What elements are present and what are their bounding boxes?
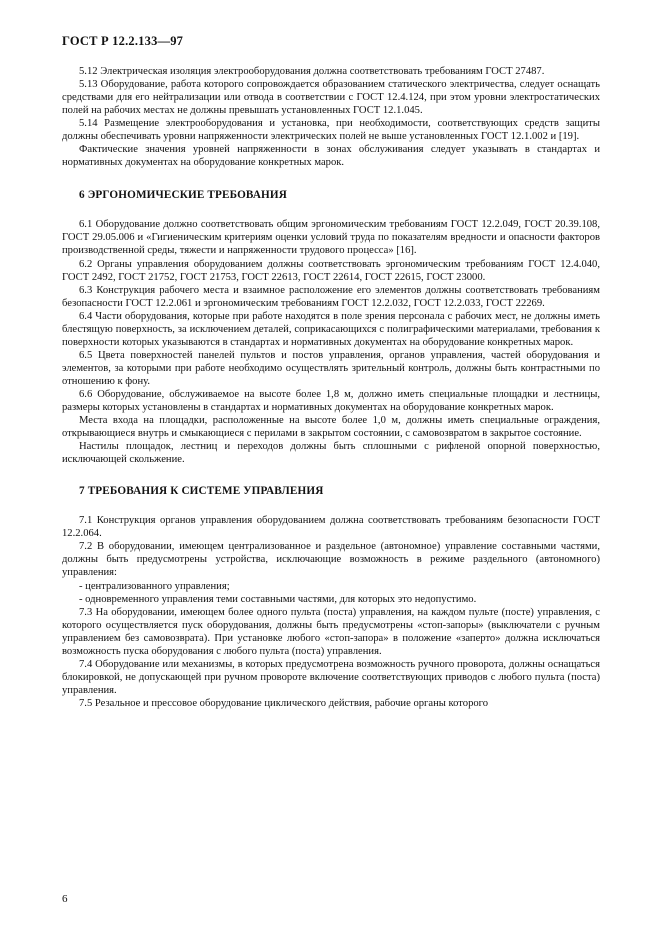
paragraph: 5.12 Электрическая изоляция электрооборудования должна соответствовать требованиям ГОСТ 27487. bbox=[79, 66, 545, 77]
list-item: - централизованного управления; bbox=[79, 580, 230, 592]
paragraph: 7.1 Конструкция органов управления оборудованием должна соответствовать требованиям безопасности ГОСТ 12.2.064. bbox=[62, 515, 600, 540]
paragraph: 6.6 Оборудование, обслуживаемое на высоте более 1,8 м, должно иметь специальные площадки и лестницы, размеры которых установлены в стандартах и нормативных документах на оборудование конкретных марок. bbox=[62, 388, 600, 414]
list-item: - одновременного управления теми составными частями, для которых это недопустимо. bbox=[79, 593, 477, 605]
paragraph: 7.2 В оборудовании, имеющем централизованное и раздельное (автономное) управление составными частями, должны быть предусмотрены устройства, исключающие возможность в режиме раздельного (автономного) управления: bbox=[62, 541, 600, 579]
paragraph: 6.3 Конструкция рабочего места и взаимное расположение его элементов должны соответствовать требованиям безопасности ГОСТ 12.2.061 и эргономическим требованиям ГОСТ 12.2.032, ГОСТ 12.2.033, ГОСТ 22269. bbox=[62, 284, 600, 309]
paragraph: Места входа на площадки, расположенные на высоте более 1,0 м, должны иметь специальные ограждения, открывающиеся внутрь и смыкающиеся с перилами в закрытом состоянии, с самовозвратом в закрытое состояние. bbox=[62, 415, 600, 440]
paragraph: Настилы площадок, лестниц и переходов должны быть сплошными с рифленой опорной поверхностью, исключающей скольжение. bbox=[62, 441, 600, 466]
page-content bbox=[62, 65, 600, 710]
section-heading-control-system: 7 ТРЕБОВАНИЯ К СИСТЕМЕ УПРАВЛЕНИЯ bbox=[79, 485, 324, 498]
paragraph: 7.5 Резальное и прессовое оборудование циклического действия, рабочие органы которого bbox=[79, 697, 489, 709]
page-number: 6 bbox=[62, 893, 68, 905]
paragraph: 7.4 Оборудование или механизмы, в которых предусмотрена возможность ручного проворота, должны оснащаться блокировкой, не допускающей при ручном провороте включение соответствующих приводов с любого пульта (поста) управления. bbox=[62, 658, 600, 696]
paragraph: 6.2 Органы управления оборудованием должны соответствовать эргономическим требованиям ГОСТ 12.4.040, ГОСТ 2492, ГОСТ 21752, ГОСТ 21753, ГОСТ 22613, ГОСТ 22614, ГОСТ 22615, ГОСТ 23000. bbox=[62, 258, 600, 283]
paragraph: 5.14 Размещение электрооборудования и установка, при необходимости, соответствующих средств защиты должны обеспечивать уровни напряженности электрических полей не выше установленных ГОСТ 12.1.002 и [19]. bbox=[62, 118, 600, 143]
section-heading-ergonomic: 6 ЭРГОНОМИЧЕСКИЕ ТРЕБОВАНИЯ bbox=[79, 189, 287, 202]
paragraph: 5.13 Оборудование, работа которого сопровождается образованием статического электричества, следует оснащать средствами для его нейтрализации или отвода в соответствии с ГОСТ 12.4.124, при этом уровни электростатических полей на рабочих местах не должны превышать установленных ГОСТ 12.1.045. bbox=[62, 79, 600, 117]
paragraph: 6.1 Оборудование должно соответствовать общим эргономическим требованиям ГОСТ 12.2.049, ГОСТ 20.39.108, ГОСТ 29.05.006 и «Гигиеническим критериям оценки условий труда по показателям вредности и опасности факторов производственной среды, тяжести и напряженности трудового процесса» [16]. bbox=[62, 219, 600, 257]
paragraph: 6.4 Части оборудования, которые при работе находятся в поле зрения персонала с рабочих мест, не должны иметь блестящую поверхность, за исключением деталей, соприкасающихся с полиграфическими материалами, требования к поверхности которых указываются в стандартах и нормативных документах на оборудование конкретных марок. bbox=[62, 310, 600, 348]
paragraph: 6.5 Цвета поверхностей панелей пультов и постов управления, органов управления, частей оборудования и элементов, за которыми при работе необходимо осуществлять зрительный контроль, должны быть контрастными по отношению к фону. bbox=[62, 349, 600, 387]
page-header-standard-code: ГОСТ Р 12.2.133—97 bbox=[62, 34, 184, 48]
paragraph: Фактические значения уровней напряженности в зонах обслуживания следует указывать в стандартах и нормативных документах на оборудование конкретных марок. bbox=[62, 144, 600, 169]
paragraph: 7.3 На оборудовании, имеющем более одного пульта (поста) управления, на каждом пульте (посте) управления, с которого осуществляется пуск оборудования, должны быть предусмотрены «стоп-запоры» (выключатели с ручным управлением без самовозврата). При установке любого «стоп-запора» в положение «заперто» должна исключаться возможность пуска оборудования с любого пульта (поста) управления. bbox=[62, 606, 600, 657]
